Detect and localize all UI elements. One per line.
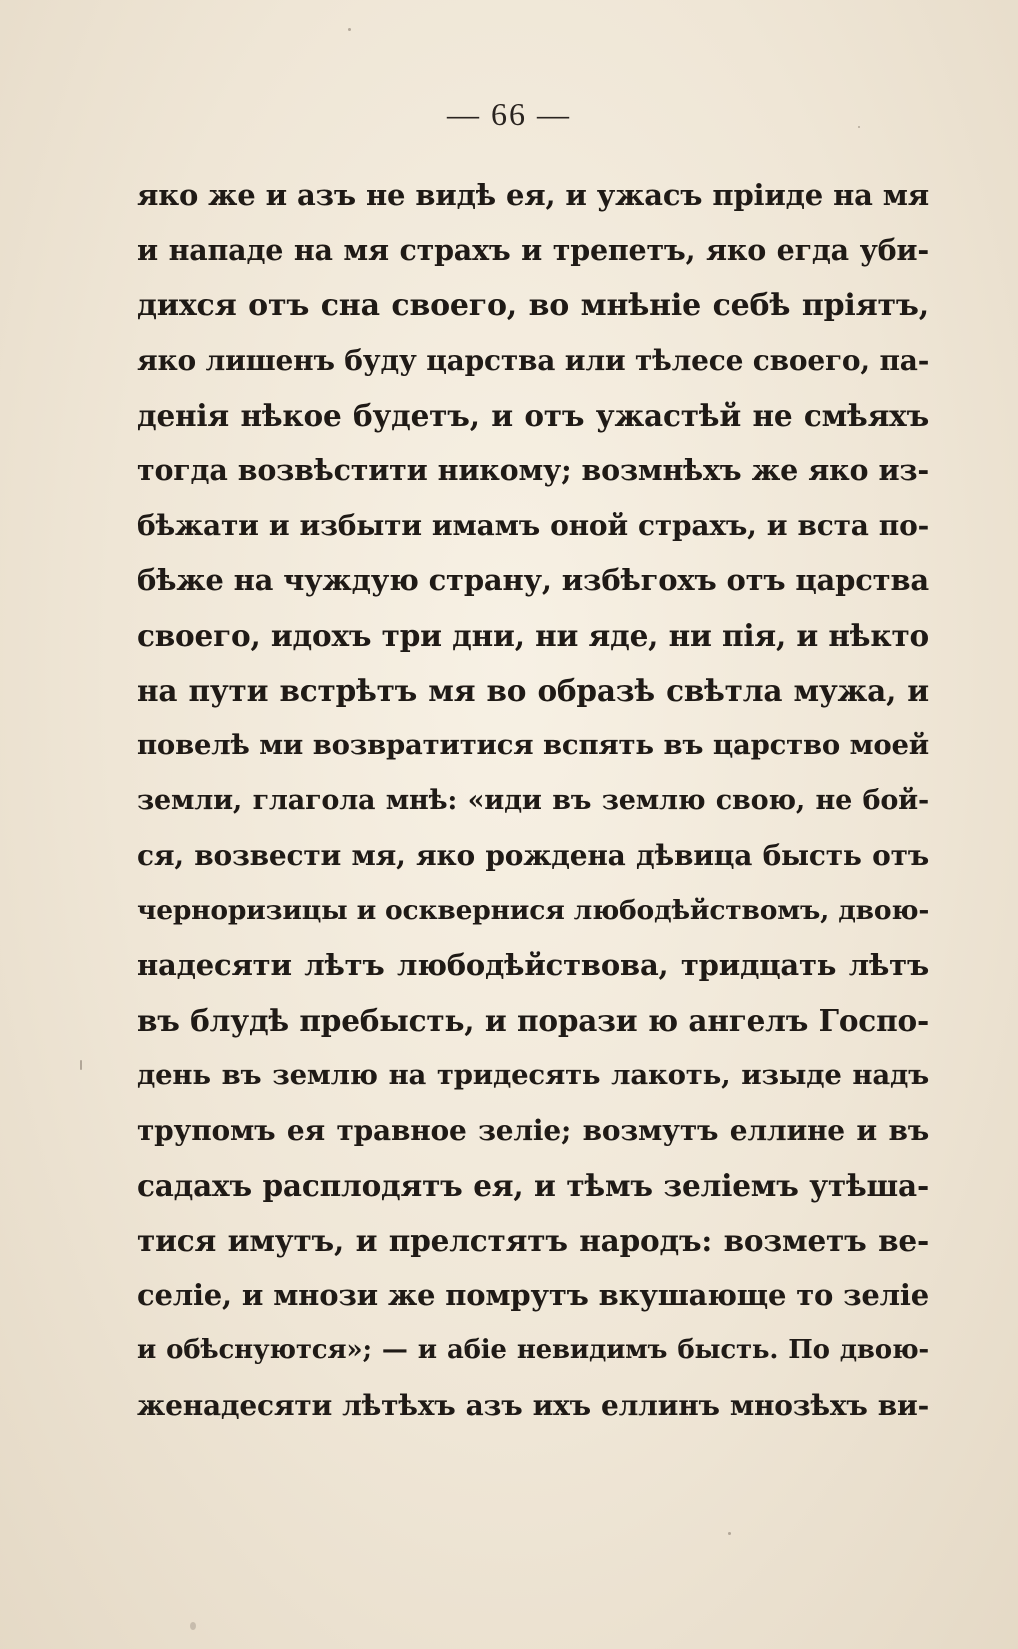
text-line: повелѣ ми возвратитися вспять въ царство моей: [137, 729, 929, 761]
text-line: бѣже на чуждую страну, избѣгохъ отъ царства: [137, 563, 929, 597]
page-number: — 66 —: [447, 96, 571, 132]
body-text: [137, 168, 929, 1433]
text-line: яко лишенъ буду царства или тѣлесе своего, па-: [137, 344, 929, 377]
text-line: селіе, и мнози же помрутъ вкушающе то зеліе: [137, 1278, 929, 1312]
paper-speck: [190, 1622, 196, 1630]
text-line: надесяти лѣтъ любодѣйствова, тридцать лѣтъ: [137, 948, 929, 982]
paper-speck: [80, 1060, 82, 1070]
text-line: на пути встрѣтъ мя во образѣ свѣтла мужа, и: [137, 673, 929, 708]
text-line: земли, глагола мнѣ: «иди въ землю свою, не бой-: [137, 785, 929, 816]
text-line: тогда возвѣстити никому; возмнѣхъ же яко из-: [137, 453, 929, 487]
paper-speck: [348, 28, 351, 31]
text-line: женадесяти лѣтѣхъ азъ ихъ еллинъ мнозѣхъ ви-: [137, 1389, 929, 1422]
text-line: садахъ расплодятъ ея, и тѣмъ зеліемъ утѣша-: [137, 1168, 929, 1203]
text-line: тися имутъ, и прелстятъ народъ: возметъ ве-: [137, 1223, 929, 1258]
text-line: въ блудѣ пребысть, и порази ю ангелъ Госпо-: [137, 1003, 929, 1038]
text-line: своего, идохъ три дни, ни яде, ни пія, и нѣкто: [137, 618, 929, 653]
text-line: и обѣснуются»; — и абіе невидимъ бысть. По двою-: [137, 1335, 929, 1365]
text-line: дихся отъ сна своего, во мнѣніе себѣ пріятъ,: [137, 288, 929, 323]
text-line: ся, возвести мя, яко рождена дѣвица бысть отъ: [137, 839, 929, 872]
text-line: черноризицы и осквернися любодѣйствомъ, двою-: [137, 895, 929, 926]
text-line: бѣжати и избыти имамъ оной страхъ, и вста по-: [137, 509, 929, 542]
text-line: и нападе на мя страхъ и трепетъ, яко егда уби-: [137, 233, 929, 267]
paper-speck: [858, 126, 860, 128]
text-line: трупомъ ея травное зеліе; возмутъ еллине и въ: [137, 1114, 929, 1147]
text-line: денія нѣкое будетъ, и отъ ужастѣй не смѣяхъ: [137, 398, 929, 433]
paper-speck: [728, 1532, 731, 1535]
text-line: день въ землю на тридесять лакоть, изыде надъ: [137, 1059, 929, 1091]
text-line: яко же и азъ не видѣ ея, и ужасъ пріиде на мя: [137, 178, 929, 212]
